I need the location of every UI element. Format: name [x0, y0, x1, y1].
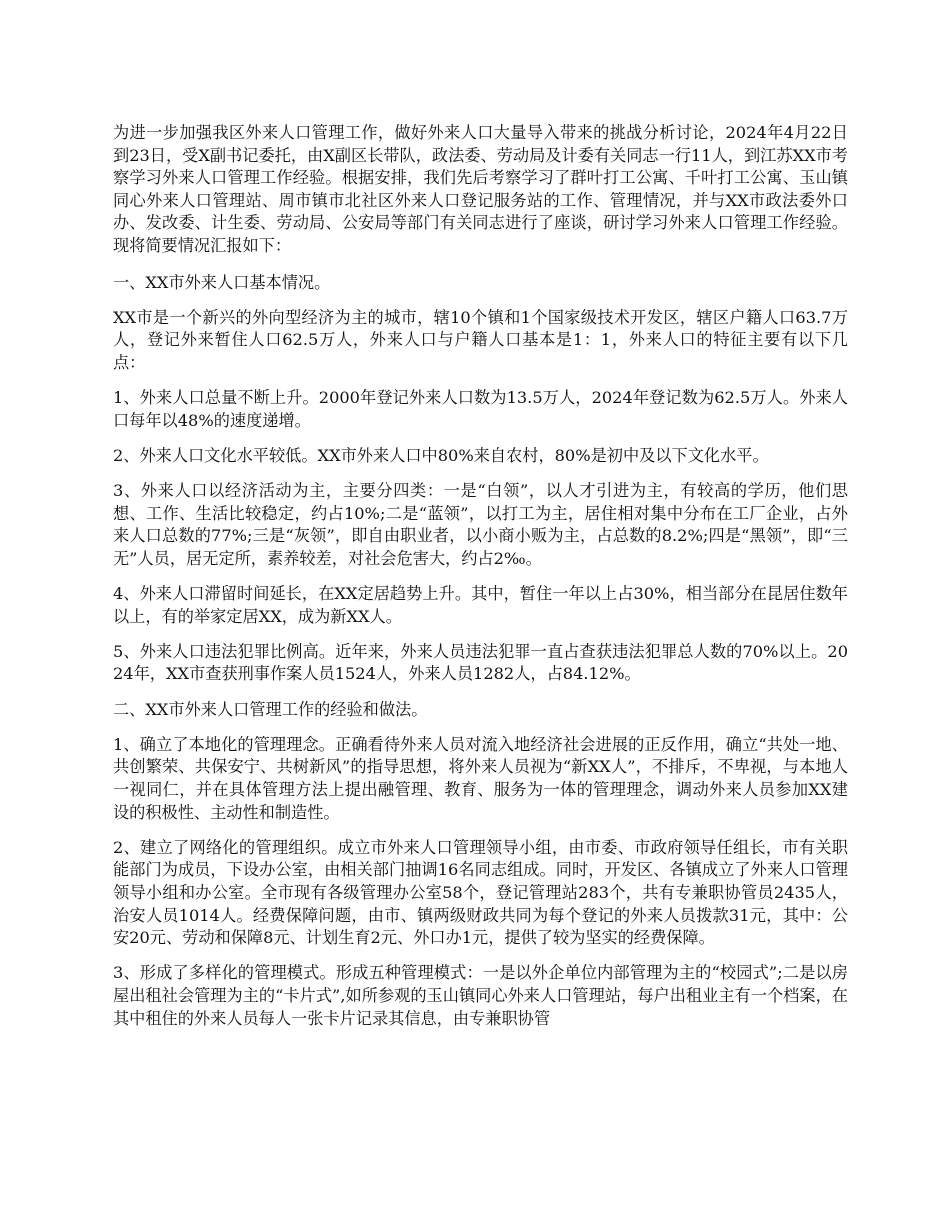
document-page [113, 122, 848, 1043]
paragraph-point-2: 2、外来人口文化水平较低。XX市外来人口中80%来自农村，80%是初中及以下文化水平。 [113, 445, 769, 465]
section-heading-1: 一、XX市外来人口基本情况。 [113, 272, 331, 292]
paragraph-practice-2: 2、建立了网络化的管理组织。成立市外来人口管理领导小组，由市委、市政府领导任组长，市有关职能部门为成员，下设办公室，由相关部门抽调16名同志组成。同时，开发区、各镇成立了外来人口管理领导小组和办公室。全市现有各级管理办公室58个，登记管理站283个，共有专兼职协管员2435人，治安人员1014人。经费保障问题，由市、镇两级财政共同为每个登记的外来人员拨款31元，其中：公安20元、劳动和保障8元、计划生育2元、外口办1元，提供了较为坚实的经费保障。 [113, 837, 848, 948]
paragraph-point-1: 1、外来人口总量不断上升。2000年登记外来人口数为13.5万人，2024年登记数为62.5万人。外来人口每年以48%的速度递增。 [113, 388, 848, 430]
paragraph-point-3: 3、外来人口以经济活动为主，主要分四类：一是“白领”，以人才引进为主，有较高的学历，他们思想、工作、生活比较稳定，约占10%;二是“蓝领”，以打工为主，居住相对集中分布在工厂企业，占外来人口总数的77%;三是“灰领”，即自由职业者，以小商小贩为主，占总数的8.2%;四是“黑领”，即“三无”人员，居无定所，素养较差，对社会危害大，约占2‰。 [113, 481, 848, 568]
paragraph-practice-3: 3、形成了多样化的管理模式。形成五种管理模式：一是以外企单位内部管理为主的“校园式”;二是以房屋出租社会管理为主的“卡片式”,如所参观的玉山镇同心外来人口管理站，每户出租业主有一个档案，在其中租住的外来人员每人一张卡片记录其信息，由专兼职协管 [113, 963, 848, 1028]
section-heading-2: 二、XX市外来人口管理工作的经验和做法。 [113, 699, 428, 719]
intro-paragraph: 为进一步加强我区外来人口管理工作，做好外来人口大量导入带来的挑战分析讨论，2024年4月22日到23日，受X副书记委托，由X副区长带队，政法委、劳动局及计委有关同志一行11人，到江苏XX市考察学习外来人口管理工作经验。根据安排，我们先后考察学习了群叶打工公寓、千叶打工公寓、玉山镇同心外来人口管理站、周市镇市北社区外来人口登记服务站的工作、管理情况，并与XX市政法委外口办、发改委、计生委、劳动局、公安局等部门有关同志进行了座谈，研讨学习外来人口管理工作经验。现将简要情况汇报如下： [113, 123, 848, 255]
paragraph-point-4: 4、外来人口滞留时间延长，在XX定居趋势上升。其中，暂住一年以上占30%，相当部分在昆居住数年以上，有的举家定居XX，成为新XX人。 [113, 584, 848, 626]
paragraph-overview: XX市是一个新兴的外向型经济为主的城市，辖10个镇和1个国家级技术开发区，辖区户籍人口63.7万人，登记外来暂住人口62.5万人，外来人口与户籍人口基本是1：1，外来人口的特征主要有以下几点： [113, 307, 848, 372]
paragraph-point-5: 5、外来人口违法犯罪比例高。近年来，外来人员违法犯罪一直占查获违法犯罪总人数的70%以上。2024年，XX市查获刑事作案人员1524人，外来人员1282人，占84.12%。 [113, 641, 848, 684]
paragraph-practice-1: 1、确立了本地化的管理理念。正确看待外来人员对流入地经济社会进展的正反作用，确立“共处一地、共创繁荣、共保安宁、共树新风”的指导思想，将外来人员视为“新XX人”，不排斥，不卑视，与本地人一视同仁，并在具体管理方法上提出融管理、教育、服务为一体的管理理念，调动外来人员参加XX建设的积极性、主动性和制造性。 [113, 734, 848, 822]
